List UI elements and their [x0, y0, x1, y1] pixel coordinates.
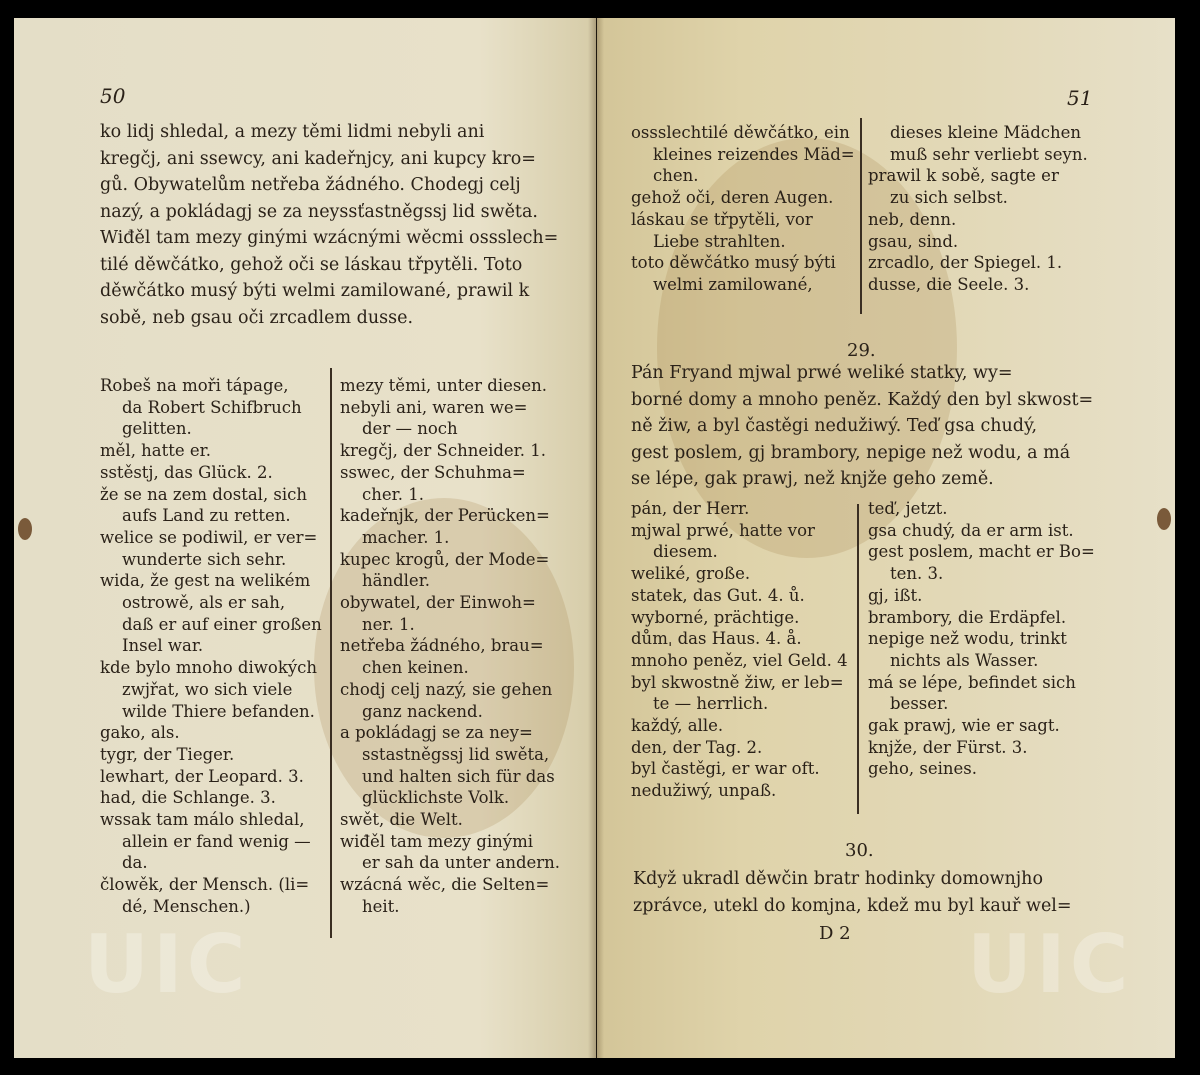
vocab-entry: weliké, große.	[631, 564, 751, 584]
paragraph-line: tilé děwčátko, gehož oči se láskau třpytěli. Toto	[100, 254, 523, 275]
column-divider	[330, 368, 332, 938]
vocab-entry: allein er fand wenig —	[122, 831, 311, 851]
vocab-entry: zu sich selbst.	[890, 188, 1008, 208]
vocab-entry: er sah da unter andern.	[362, 853, 561, 873]
vocab-entry: nepige než wodu, trinkt	[868, 629, 1067, 649]
vocab-entry: lewhart, der Leopard. 3.	[100, 766, 304, 786]
paragraph-line: ko lidj shledal, a mezy těmi lidmi nebyli ani	[100, 122, 485, 142]
vocab-entry: welice se podiwil, er ver=	[100, 527, 318, 547]
vocab-entry: te — herrlich.	[653, 694, 769, 714]
left-paragraph	[100, 119, 558, 331]
vocab-entry: sswec, der Schuhma=	[340, 462, 526, 482]
vocab-entry: ostrowě, als er sah,	[122, 593, 286, 613]
vocab-entry: a pokládagj se za ney=	[340, 723, 533, 743]
paragraph-30	[633, 866, 1072, 919]
vocab-entry: gj, ißt.	[868, 585, 923, 605]
vocab-entry: kadeřnjk, der Perücken=	[340, 506, 550, 526]
paragraph-line: kregčj, ani ssewcy, ani kadeřnjcy, ani kupcy kro=	[100, 148, 536, 169]
vocab-entry: wilde Thiere befanden.	[122, 701, 315, 721]
vocab-entry: muß sehr verliebt seyn.	[890, 144, 1088, 164]
vocab-entry: besser.	[890, 694, 949, 714]
vocab-entry: člowěk, der Mensch. (li=	[100, 875, 310, 895]
column-divider	[860, 118, 862, 314]
vocab-entry: Liebe strahlten.	[653, 231, 786, 251]
paragraph-line: Když ukradl děwčin bratr hodinky domownjho	[633, 869, 1043, 889]
vocab-entry: wzácná wěc, die Selten=	[340, 875, 550, 895]
vocab-entry: den, der Tag. 2.	[631, 737, 763, 757]
vocab-entry: ten. 3.	[890, 564, 944, 584]
vocab-entry: swět, die Welt.	[340, 810, 463, 830]
vocab-entry: mezy těmi, unter diesen.	[340, 376, 547, 395]
vocab-entry: brambory, die Erdäpfel.	[868, 607, 1067, 627]
vocab-entry: gehož oči, deren Augen.	[631, 188, 834, 208]
vocab-entry: wida, že gest na welikém	[100, 571, 311, 591]
book-gutter	[588, 18, 604, 1058]
binding-hole	[18, 518, 32, 540]
page-number: 51	[1067, 86, 1093, 110]
paragraph-line: ně žiw, a byl častěgi nedužiwý. Teď gsa chudý,	[631, 416, 1038, 436]
vocab-entry: tygr, der Tieger.	[100, 744, 235, 764]
vocab-entry: händler.	[362, 571, 431, 591]
left-vocab-column-2	[340, 375, 560, 918]
vocab-entry: gsa chudý, da er arm ist.	[868, 520, 1074, 540]
vocab-entry: mjwal prwé, hatte vor	[631, 520, 815, 540]
vocab-entry: dusse, die Seele. 3.	[868, 274, 1030, 294]
vocab-entry: und halten sich für das	[362, 766, 555, 786]
vocab-entry: aufs Land zu retten.	[122, 506, 291, 526]
left-vocab-column-1	[100, 375, 322, 918]
vocab-entry: nedužiwý, unpaß.	[631, 781, 777, 801]
vocab-entry: gest poslem, macht er Bo=	[868, 542, 1095, 562]
paragraph-line: gest poslem, gj brambory, nepige než wodu, a má	[631, 442, 1071, 463]
section-number-29: 29.	[847, 340, 876, 361]
vocab-entry: byl častěgi, er war oft.	[631, 759, 820, 779]
vocab-entry: zwjřat, wo sich viele	[122, 679, 293, 699]
vocab-entry: každý, alle.	[631, 716, 724, 736]
paragraph-line: se lépe, gak prawj, než knjže geho země.	[631, 469, 994, 489]
watermark-logo: UIC	[84, 918, 250, 1011]
vocab-entry: dieses kleine Mädchen	[890, 123, 1082, 142]
vocab-entry: da Robert Schifbruch	[122, 397, 302, 417]
vocab-entry: wunderte sich sehr.	[122, 549, 287, 569]
vocab-entry: chodj celj nazý, sie gehen	[340, 679, 553, 699]
paragraph-line: Pán Fryand mjwal prwé weliké statky, wy=	[631, 363, 1013, 383]
right-top-vocab-column-2	[868, 122, 1088, 296]
vocab-entry: wssak tam málo shledal,	[100, 810, 305, 830]
vocab-entry: má se lépe, befindet sich	[868, 672, 1076, 692]
vocab-entry: da.	[122, 853, 148, 873]
left-page	[14, 18, 596, 1058]
right-vocab-column-2	[868, 498, 1095, 780]
vocab-entry: glücklichste Volk.	[362, 788, 510, 808]
right-vocab-column-1	[631, 498, 848, 802]
vocab-entry: diesem.	[653, 542, 718, 562]
vocab-entry: knjže, der Fürst. 3.	[868, 737, 1028, 757]
vocab-entry: kleines reizendes Mäd=	[653, 144, 855, 164]
vocab-entry: Insel war.	[122, 636, 204, 656]
vocab-entry: prawil k sobě, sagte er	[868, 166, 1059, 186]
vocab-entry: že se na zem dostal, sich	[100, 484, 308, 504]
vocab-entry: zrcadlo, der Spiegel. 1.	[868, 253, 1063, 273]
vocab-entry: gak prawj, wie er sagt.	[868, 716, 1060, 736]
vocab-entry: chen keinen.	[362, 658, 469, 678]
vocab-entry: gako, als.	[100, 723, 180, 743]
paragraph-line: sobě, neb gsau oči zrcadlem dusse.	[100, 307, 414, 328]
right-page	[597, 18, 1175, 1058]
vocab-entry: obywatel, der Einwoh=	[340, 593, 536, 613]
page-number: 50	[100, 84, 126, 108]
vocab-entry: sstěstj, das Glück. 2.	[100, 462, 273, 482]
vocab-entry: byl skwostně žiw, er leb=	[631, 672, 844, 692]
vocab-entry: cher. 1.	[362, 484, 424, 504]
binding-hole	[1157, 508, 1171, 530]
vocab-entry: nichts als Wasser.	[890, 650, 1039, 670]
section-number-30: 30.	[845, 840, 874, 861]
vocab-entry: nebyli ani, waren we=	[340, 397, 528, 417]
vocab-entry: dé, Menschen.)	[122, 896, 251, 916]
vocab-entry: macher. 1.	[362, 527, 450, 547]
vocab-entry: ossslechtilé děwčátko, ein	[631, 123, 850, 142]
vocab-entry: ner. 1.	[362, 614, 415, 634]
vocab-entry: statek, das Gut. 4. ů.	[631, 585, 805, 605]
vocab-entry: der — noch	[362, 419, 458, 439]
vocab-entry: láskau se třpytěli, vor	[631, 209, 813, 229]
paragraph-line: gů. Obywatelům netřeba žádného. Chodegj celj	[100, 175, 521, 195]
vocab-entry: kde bylo mnoho diwokých	[100, 658, 318, 678]
vocab-entry: netřeba žádného, brau=	[340, 636, 544, 656]
vocab-entry: daß er auf einer großen	[122, 614, 322, 634]
watermark-logo: UIC	[967, 918, 1133, 1011]
vocab-entry: wyborné, prächtige.	[631, 607, 800, 627]
vocab-entry: wiđěl tam mezy ginými	[340, 831, 533, 851]
vocab-entry: geho, seines.	[868, 759, 977, 779]
vocab-entry: mnoho peněz, viel Geld. 4	[631, 650, 848, 670]
vocab-entry: kupec krogů, der Mode=	[340, 549, 550, 569]
vocab-entry: pán, der Herr.	[631, 499, 750, 518]
vocab-entry: welmi zamilowané,	[653, 274, 813, 294]
column-divider	[857, 504, 859, 814]
vocab-entry: toto děwčátko musý býti	[631, 253, 836, 273]
paragraph-line: borné domy a mnoho peněz. Každý den byl skwost=	[631, 389, 1094, 410]
right-top-vocab-column-1	[631, 122, 855, 296]
vocab-entry: had, die Schlange. 3.	[100, 788, 276, 808]
paragraph-29	[631, 360, 1093, 493]
signature-mark: D 2	[819, 923, 851, 944]
vocab-entry: gsau, sind.	[868, 231, 959, 251]
vocab-entry: heit.	[362, 896, 400, 916]
vocab-entry: Robeš na moři tápage,	[100, 376, 289, 395]
paragraph-line: děwčátko musý býti welmi zamilowané, prawil k	[100, 281, 530, 301]
vocab-entry: neb, denn.	[868, 209, 957, 229]
vocab-entry: chen.	[653, 166, 699, 186]
vocab-entry: gelitten.	[122, 419, 192, 439]
vocab-entry: sstastněgssj lid swěta,	[362, 744, 550, 764]
vocab-entry: teď, jetzt.	[868, 499, 948, 518]
paragraph-line: nazý, a pokládagj se za neyssťastněgssj lid swěta.	[100, 201, 538, 222]
vocab-entry: měl, hatte er.	[100, 441, 211, 461]
paragraph-line: Wiđěl tam mezy ginými wzácnými wěcmi ossslech=	[100, 228, 559, 248]
vocab-entry: důmˌ das Haus. 4. å.	[631, 629, 802, 649]
paragraph-line: zprávce, utekl do komjna, kdež mu byl kauř wel=	[633, 895, 1072, 916]
vocab-entry: ganz nackend.	[362, 701, 483, 721]
vocab-entry: kregčj, der Schneider. 1.	[340, 441, 546, 461]
